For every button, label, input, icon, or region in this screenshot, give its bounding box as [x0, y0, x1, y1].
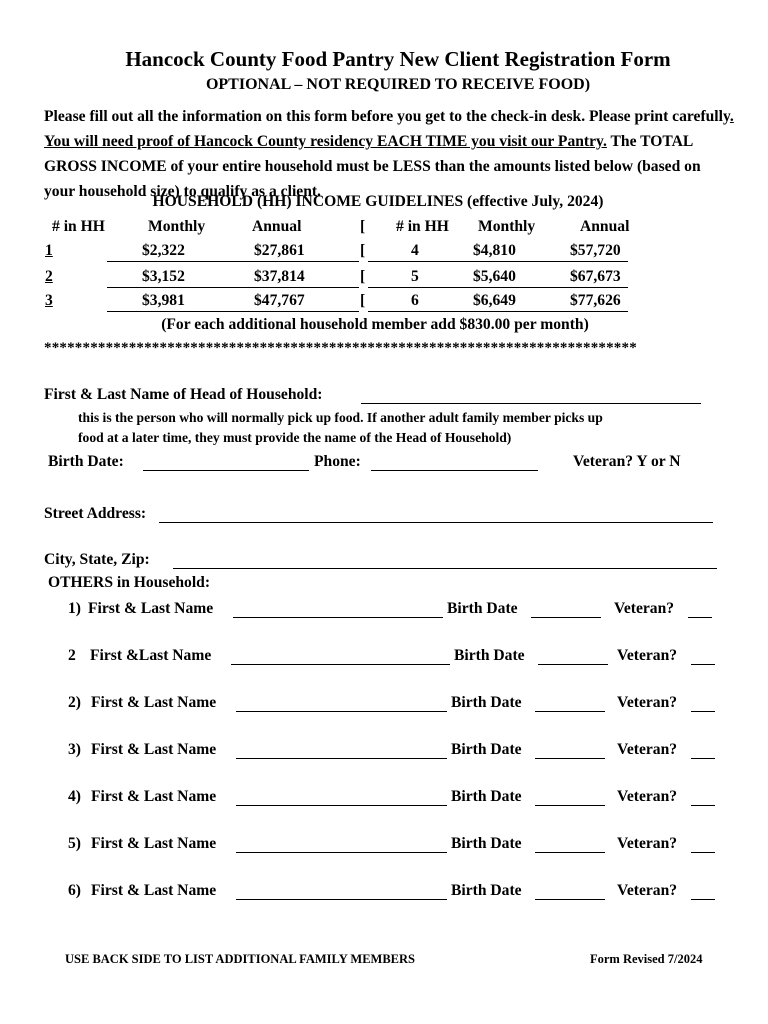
row3-monthly-a: $3,981 — [142, 292, 185, 309]
additional-member-note: (For each additional household member add $830.00 per month) — [161, 316, 589, 333]
member-veteran-field[interactable] — [691, 899, 715, 900]
row1-hh-b: 4 — [411, 242, 419, 259]
city-state-zip-field[interactable] — [173, 568, 717, 569]
member-name-label: First & Last Name — [88, 600, 214, 617]
header-monthly-right: Monthly — [478, 218, 536, 235]
row3-separator: [ — [360, 292, 366, 309]
member-birth-label: Birth Date — [451, 788, 522, 805]
row2-annual-a: $37,814 — [254, 268, 305, 285]
form-subtitle: OPTIONAL – NOT REQUIRED TO RECEIVE FOOD) — [205, 76, 591, 93]
member-number: 6) — [68, 882, 81, 899]
member-veteran-field[interactable] — [691, 664, 715, 665]
member-birth-field[interactable] — [535, 711, 605, 712]
row3-annual-b: $77,626 — [570, 292, 621, 309]
member-number: 5) — [68, 835, 81, 852]
row2-hh-b: 5 — [411, 268, 419, 285]
member-name-label: First & Last Name — [91, 694, 217, 711]
member-name-field[interactable] — [236, 711, 447, 712]
member-birth-label: Birth Date — [447, 600, 518, 617]
member-number: 4) — [68, 788, 81, 805]
row1-underline-b — [368, 261, 628, 262]
member-name-label: First & Last Name — [91, 882, 217, 899]
intro-paragraph — [44, 104, 734, 204]
member-birth-label: Birth Date — [451, 882, 522, 899]
member-birth-field[interactable] — [535, 805, 605, 806]
row3-underline-a — [107, 311, 359, 312]
member-name-label: First & Last Name — [91, 788, 217, 805]
form-revision: Form Revised 7/2024 — [590, 952, 703, 966]
head-of-household-note-2: food at a later time, they must provide the name of the Head of Household) — [78, 430, 512, 445]
head-of-household-note-1: this is the person who will normally pick up food. If another adult family member picks up — [78, 410, 603, 425]
intro-text-1: Please fill out all the information on this form before you get to the check-in desk. Please print carefully — [44, 108, 730, 125]
member-veteran-field[interactable] — [688, 617, 712, 618]
row1-monthly-a: $2,322 — [142, 242, 185, 259]
member-name-field[interactable] — [236, 758, 447, 759]
member-veteran-label: Veteran? — [617, 647, 678, 664]
member-birth-label: Birth Date — [451, 835, 522, 852]
member-number: 2) — [68, 694, 81, 711]
member-veteran-field[interactable] — [691, 711, 715, 712]
row2-annual-b: $67,673 — [570, 268, 621, 285]
member-birth-label: Birth Date — [451, 694, 522, 711]
member-name-field[interactable] — [231, 664, 450, 665]
member-birth-field[interactable] — [535, 899, 605, 900]
member-veteran-label: Veteran? — [617, 741, 678, 758]
row1-underline-a — [107, 261, 359, 262]
birth-date-label: Birth Date: — [48, 453, 124, 470]
header-hh-right: # in HH — [396, 218, 449, 235]
member-name-field[interactable] — [236, 852, 447, 853]
member-veteran-label: Veteran? — [614, 600, 675, 617]
head-of-household-label: First & Last Name of Head of Household: — [44, 386, 323, 403]
row1-annual-b: $57,720 — [570, 242, 621, 259]
member-name-label: First &Last Name — [90, 647, 212, 664]
header-monthly-left: Monthly — [148, 218, 206, 235]
member-name-field[interactable] — [233, 617, 443, 618]
member-veteran-label: Veteran? — [617, 835, 678, 852]
intro-underlined-text: . You will need proof of Hancock County residency EACH TIME you visit our Pantry. — [44, 108, 734, 150]
member-veteran-label: Veteran? — [617, 882, 678, 899]
member-number: 2 — [68, 647, 76, 664]
veteran-question[interactable]: Veteran? Y or N — [573, 453, 681, 470]
member-veteran-label: Veteran? — [617, 788, 678, 805]
member-veteran-field[interactable] — [691, 852, 715, 853]
form-title: Hancock County Food Pantry New Client Registration Form — [125, 47, 671, 71]
row3-monthly-b: $6,649 — [473, 292, 516, 309]
street-address-label: Street Address: — [44, 505, 147, 522]
row3-hh-b: 6 — [411, 292, 419, 309]
member-veteran-label: Veteran? — [617, 694, 678, 711]
row1-separator: [ — [360, 242, 366, 259]
member-veteran-field[interactable] — [691, 758, 715, 759]
member-number: 1) — [68, 600, 81, 617]
header-annual-left: Annual — [252, 218, 302, 235]
head-of-household-name-field[interactable] — [361, 403, 701, 404]
member-name-field[interactable] — [236, 805, 447, 806]
member-veteran-field[interactable] — [691, 805, 715, 806]
member-birth-field[interactable] — [535, 758, 605, 759]
row2-hh: 2 — [45, 268, 53, 285]
member-birth-label: Birth Date — [451, 741, 522, 758]
member-name-field[interactable] — [236, 899, 447, 900]
phone-label: Phone: — [314, 453, 361, 470]
birth-date-field[interactable] — [143, 470, 309, 471]
row2-monthly-b: $5,640 — [473, 268, 516, 285]
intro-text-2: The TOTAL GROSS INCOME of your entire household must be LESS than the amounts listed below (based on your household size) to qualify as a client. — [44, 133, 701, 200]
row2-monthly-a: $3,152 — [142, 268, 185, 285]
row1-annual-a: $27,861 — [254, 242, 305, 259]
row2-underline-a — [107, 287, 359, 288]
row3-underline-b — [368, 311, 628, 312]
star-separator: ***************************************************************************** — [44, 340, 637, 356]
phone-field[interactable] — [371, 470, 538, 471]
member-birth-label: Birth Date — [454, 647, 525, 664]
footer-instruction: USE BACK SIDE TO LIST ADDITIONAL FAMILY MEMBERS — [65, 952, 415, 966]
row1-hh: 1 — [45, 242, 53, 259]
member-birth-field[interactable] — [538, 664, 608, 665]
member-birth-field[interactable] — [531, 617, 601, 618]
header-annual-right: Annual — [580, 218, 630, 235]
member-number: 3) — [68, 741, 81, 758]
row2-separator: [ — [360, 268, 366, 285]
row1-monthly-b: $4,810 — [473, 242, 516, 259]
header-separator: [ — [360, 218, 366, 235]
member-name-label: First & Last Name — [91, 741, 217, 758]
row3-annual-a: $47,767 — [254, 292, 305, 309]
others-in-household-heading: OTHERS in Household: — [48, 574, 211, 591]
row3-hh: 3 — [45, 292, 53, 309]
row2-underline-b — [368, 287, 628, 288]
street-address-field[interactable] — [159, 522, 713, 523]
city-state-zip-label: City, State, Zip: — [44, 551, 150, 568]
header-hh-left: # in HH — [52, 218, 105, 235]
member-birth-field[interactable] — [535, 852, 605, 853]
member-name-label: First & Last Name — [91, 835, 217, 852]
guidelines-heading: HOUSEHOLD (HH) INCOME GUIDELINES (effective July, 2024) — [152, 193, 604, 210]
